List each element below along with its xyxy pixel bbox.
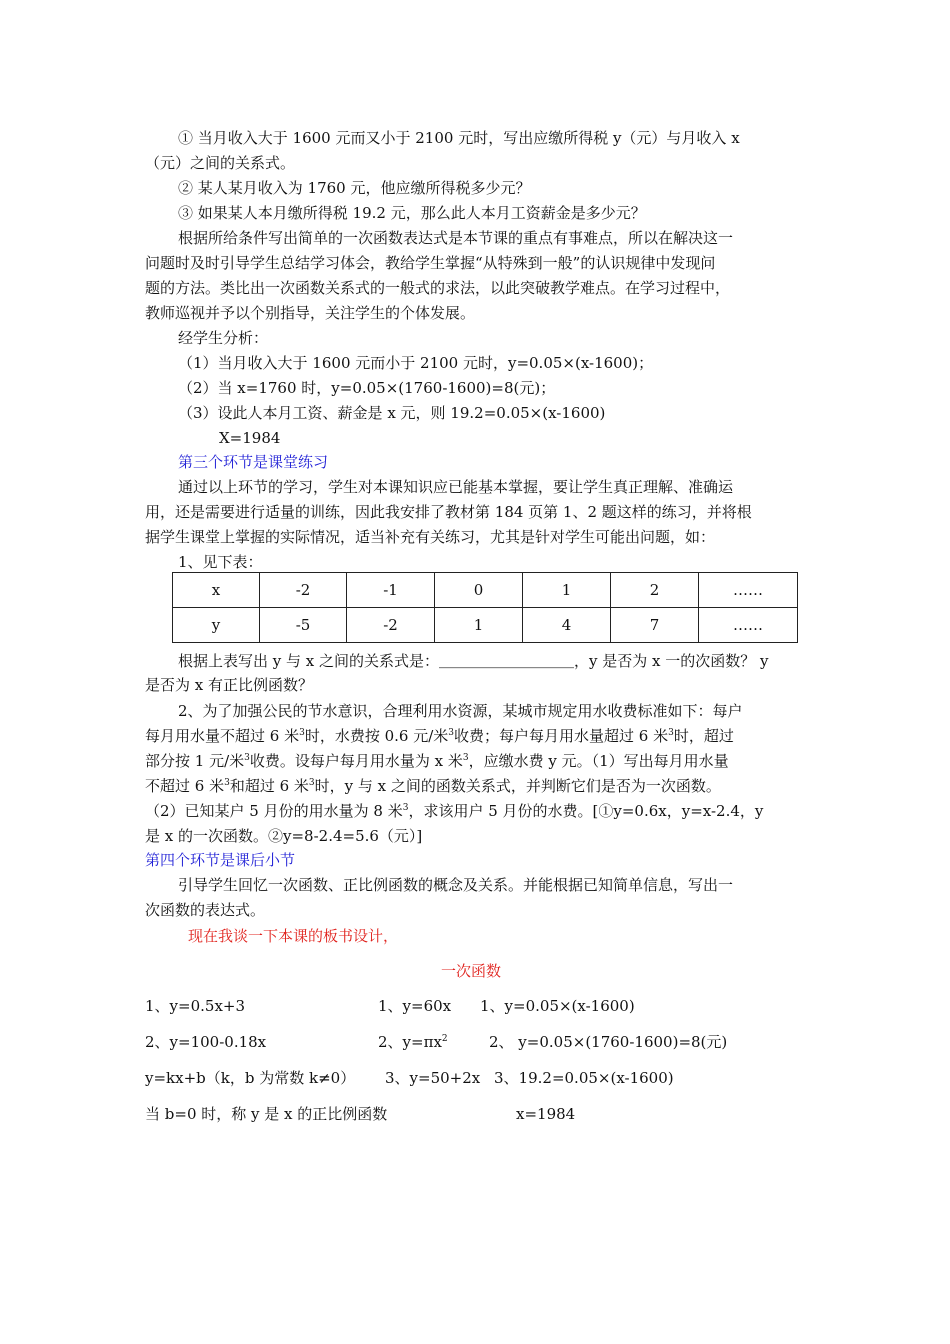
board-item: x=1984 [516,1105,576,1123]
value-table [172,572,798,643]
question-1-cont: （元）之间的关系式。 [145,154,296,172]
exercise-2-line: 每月用水量不超过 6 米$^3$时，水费按 0.6 元/米$^3$收费；每户每月用水量超过 6 米$^3$时，超过 [145,727,734,745]
analysis-3: （3）设此人本月工资、薪金是 x 元，则 19.2=0.05×(x-1600) [178,404,606,422]
analysis-4: X=1984 [219,429,281,447]
board-item: 1、y=0.5x+3 [145,997,246,1015]
table-cell: -5 [260,608,347,643]
after-table-line: 根据上表写出 y 与 x 之间的关系式是：＿＿＿＿＿＿＿＿＿，y 是否为 x 一的次函数？ y [178,652,769,670]
board-item: 2、 y=0.05×(1760-1600)=8(元) [489,1033,728,1051]
table-cell: -1 [347,573,435,608]
exercise-2-line: 不超过 6 米$^3$和超过 6 米$^3$时，y 与 x 之间的函数关系式，并判断它们是否为一次函数。 [145,777,721,795]
paragraph-line: 据学生课堂上掌握的实际情况，适当补充有关练习，尤其是针对学生可能出问题，如： [145,528,716,546]
paragraph-line: 次函数的表达式。 [145,901,266,919]
question-2: ② 某人某月收入为 1760 元，他应缴所得税多少元？ [178,179,531,197]
table-cell: 1 [435,608,523,643]
board-item: y=kx+b（k，b 为常数 k≠0） [145,1069,356,1087]
paragraph-line: 引导学生回忆一次函数、正比例函数的概念及关系。并能根据已知简单信息，写出一 [178,876,734,894]
exercise-2-line: （2）已知某户 5 月份的用水量为 8 米$^3$，求该用户 5 月份的水费。[①y=0.6x，y=x-2.4，y [145,802,764,820]
table-cell: -2 [260,573,347,608]
exercise-2-line: 部分按 1 元/米$^3$收费。设每户每月用水量为 x 米$^3$，应缴水费 y 元。（1）写出每月用水量 [145,752,729,770]
question-1: ① 当月收入大于 1600 元而又小于 2100 元时，写出应缴所得税 y（元）与月收入 x [178,129,740,147]
table-cell: x [173,573,260,608]
analysis-title: 经学生分析： [178,329,269,347]
table-row [173,608,798,643]
paragraph-line: 教师巡视并予以个别指导，关注学生的个体发展。 [145,304,476,322]
table-cell: 7 [611,608,699,643]
exercise-2-line: 2、为了加强公民的节水意识，合理利用水资源，某城市规定用水收费标准如下：每户 [178,702,743,720]
paragraph-line: 用，还是需要进行适量的训练，因此我安排了教材第 184 页第 1、2 题这样的练习，并将根 [145,503,752,521]
board-item: 2、y=100-0.18x [145,1033,267,1051]
board-item: 3、y=50+2x [385,1069,481,1087]
table-cell: 0 [435,573,523,608]
table-cell: …… [699,573,798,608]
table-cell: y [173,608,260,643]
section-3-heading: 第三个环节是课堂练习 [178,453,329,471]
table-row [173,573,798,608]
paragraph-line: 题的方法。类比出一次函数关系式的一般式的求法，以此突破教学难点。在学习过程中， [145,279,731,297]
exercise-1-title: 1、见下表： [178,553,263,571]
table-cell: …… [699,608,798,643]
table-cell: 4 [523,608,611,643]
analysis-1: （1）当月收入大于 1600 元而小于 2100 元时，y=0.05×(x-1600)； [178,354,654,372]
board-title: 一次函数 [441,962,502,980]
board-item: 3、19.2=0.05×(x-1600) [494,1069,674,1087]
board-item: 1、y=60x [378,997,452,1015]
paragraph-line: 问题时及时引导学生总结学习体会，教给学生掌握“从特殊到一般”的认识规律中发现问 [145,254,716,272]
board-item: 2、$y=\pi x^2$ [378,1033,448,1051]
table-cell: 2 [611,573,699,608]
section-4-heading: 第四个环节是课后小节 [145,851,296,869]
table-cell: -2 [347,608,435,643]
table-cell: 1 [523,573,611,608]
board-item: 当 b=0 时，称 y 是 x 的正比例函数 [145,1105,388,1123]
board-intro: 现在我谈一下本课的板书设计， [188,927,399,945]
exercise-2-line: 是 x 的一次函数。②y=8-2.4=5.6（元）] [145,827,423,845]
after-table-line: 是否为 x 有正比例函数？ [145,676,313,694]
question-3: ③ 如果某人本月缴所得税 19.2 元，那么此人本月工资薪金是多少元？ [178,204,646,222]
board-item: 1、y=0.05×(x-1600) [480,997,635,1015]
paragraph-line: 通过以上环节的学习，学生对本课知识应已能基本掌握，要让学生真正理解、准确运 [178,478,734,496]
paragraph-line: 根据所给条件写出简单的一次函数表达式是本节课的重点有事难点，所以在解决这一 [178,229,734,247]
analysis-2: （2）当 x=1760 时，y=0.05×(1760-1600)=8(元)； [178,379,556,397]
